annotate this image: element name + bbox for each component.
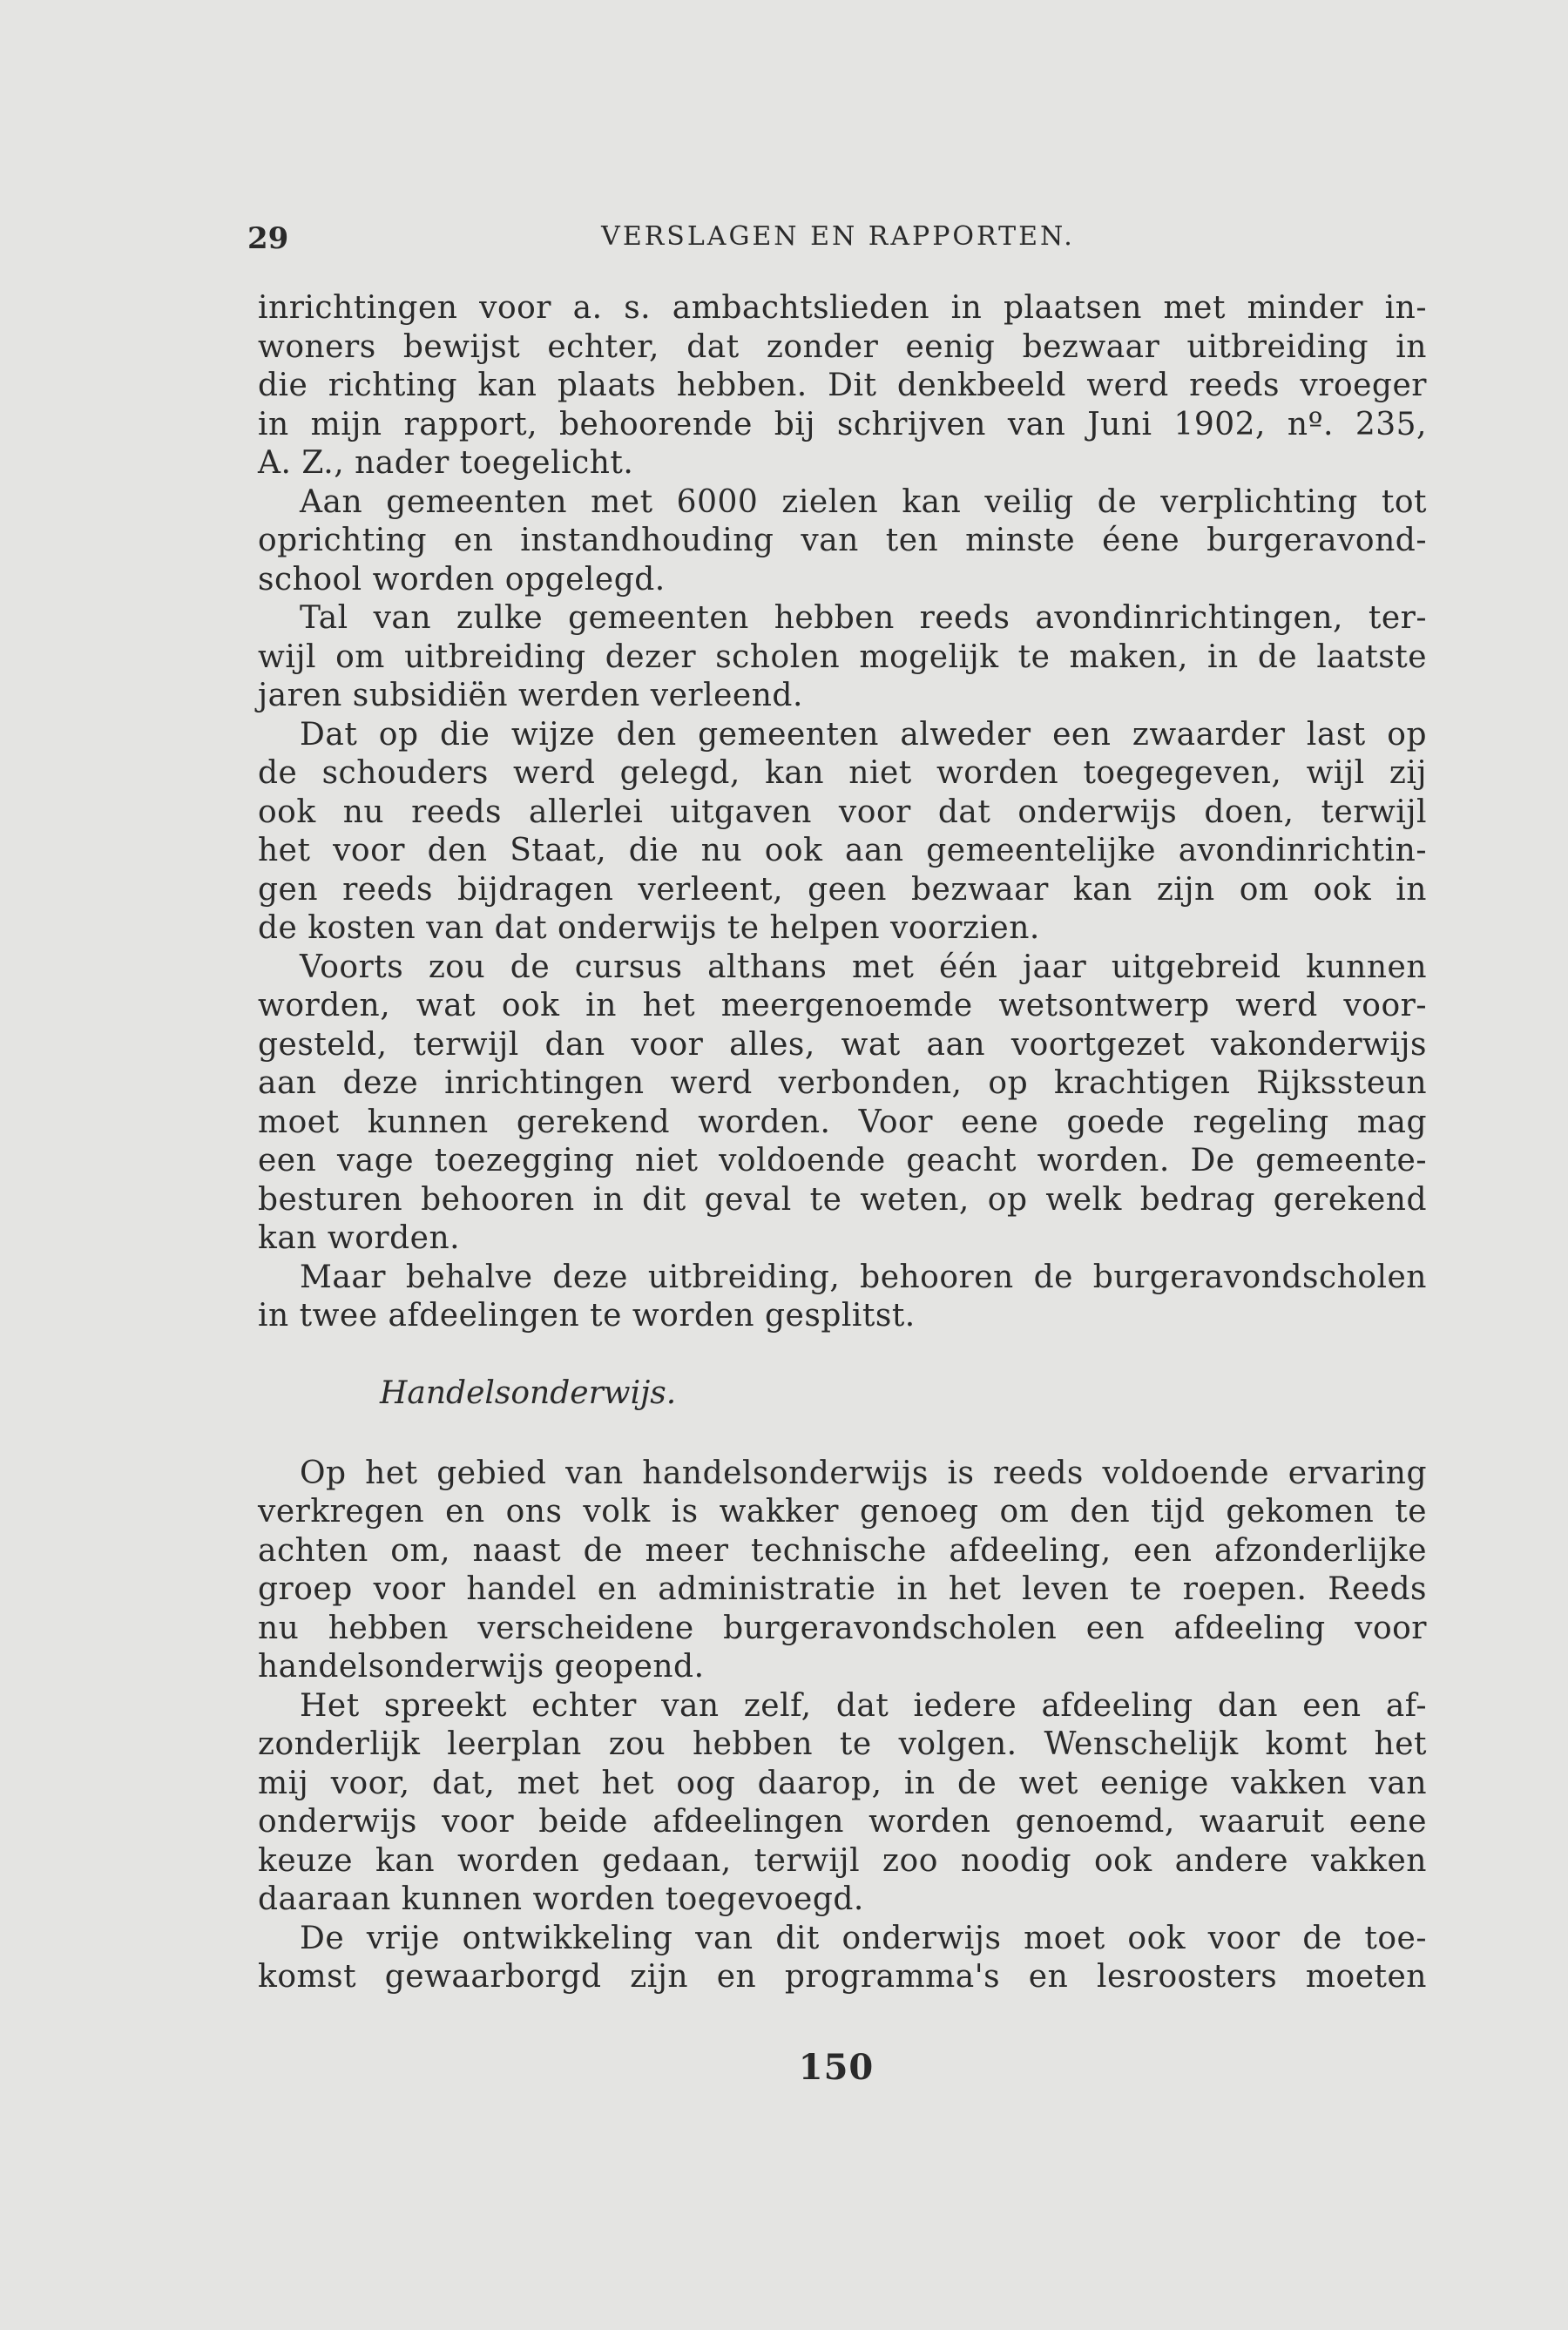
paragraph bbox=[258, 289, 1427, 483]
text-line: groep voor handel en administratie in het leven te roepen. Reeds bbox=[258, 1571, 1427, 1607]
text-line: het voor den Staat, die nu ook aan gemeentelijke avondinrichtin- bbox=[258, 833, 1427, 868]
text-line: mij voor, dat, met het oog daarop, in de wet eenige vakken van bbox=[258, 1765, 1427, 1801]
paragraphs-before-heading bbox=[258, 289, 1427, 1336]
page-header bbox=[247, 221, 1429, 265]
text-line: ook nu reeds allerlei uitgaven voor dat onderwijs doen, terwijl bbox=[258, 794, 1427, 830]
text-line: Dat op die wijze den gemeenten alweder een zwaarder last op bbox=[300, 716, 1427, 753]
text-line: jaren subsidiën werden verleend. bbox=[258, 678, 803, 713]
text-line: kan worden. bbox=[258, 1220, 461, 1256]
text-line: Het spreekt echter van zelf, dat iedere afdeeling dan een af- bbox=[300, 1687, 1427, 1724]
running-title: VERSLAGEN EN RAPPORTEN. bbox=[601, 221, 1075, 252]
paragraph bbox=[258, 1455, 1427, 1687]
text-line: wijl om uitbreiding dezer scholen mogelijk te maken, in de laatste bbox=[258, 638, 1427, 675]
folio-number: 29 bbox=[247, 221, 289, 256]
paragraph bbox=[258, 949, 1427, 1259]
text-line: die richting kan plaats hebben. Dit denkbeeld werd reeds vroeger bbox=[258, 368, 1427, 403]
paragraph bbox=[258, 599, 1427, 716]
text-line: A. Z., nader toegelicht. bbox=[258, 445, 634, 481]
text-line: inrichtingen voor a. s. ambachtslieden in plaatsen met minder in- bbox=[258, 290, 1427, 326]
text-line: Maar behalve deze uitbreiding, behooren de burgeravondscholen bbox=[300, 1259, 1427, 1295]
text-line: zonderlijk leerplan zou hebben te volgen. Wenschelijk komt het bbox=[258, 1726, 1427, 1762]
text-line: achten om, naast de meer technische afdeeling, een afzonderlijke bbox=[258, 1532, 1427, 1569]
paragraph bbox=[258, 716, 1427, 949]
text-line: woners bewijst echter, dat zonder eenig bezwaar uitbreiding in bbox=[258, 328, 1427, 365]
text-line: onderwijs voor beide afdeelingen worden genoemd, waaruit eene bbox=[258, 1804, 1427, 1840]
text-line: komst gewaarborgd zijn en programma's en lesroosters moeten bbox=[258, 1959, 1427, 1995]
paragraph bbox=[258, 1920, 1427, 1997]
text-line: Aan gemeenten met 6000 zielen kan veilig de verplichting tot bbox=[300, 483, 1427, 520]
text-line: besturen behooren in dit geval te weten, op welk bedrag gerekend bbox=[258, 1181, 1427, 1218]
text-line: gesteld, terwijl dan voor alles, wat aan voortgezet vakonderwijs bbox=[258, 1026, 1427, 1063]
text-line: daaraan kunnen worden toegevoegd. bbox=[258, 1881, 864, 1917]
paragraphs-after-heading bbox=[258, 1455, 1427, 1997]
text-line: aan deze inrichtingen werd verbonden, op krachtigen Rijkssteun bbox=[258, 1065, 1427, 1101]
text-line: moet kunnen gerekend worden. Voor eene goede regeling mag bbox=[258, 1104, 1427, 1140]
text-line: Op het gebied van handelsonderwijs is reeds voldoende ervaring bbox=[300, 1455, 1427, 1491]
section-heading: Handelsonderwijs. bbox=[380, 1374, 677, 1411]
text-line: nu hebben verscheidene burgeravondscholen een afdeeling voor bbox=[258, 1610, 1427, 1646]
text-line: Tal van zulke gemeenten hebben reeds avondinrichtingen, ter- bbox=[300, 600, 1427, 636]
text-line: in twee afdeelingen te worden gesplitst. bbox=[258, 1298, 916, 1334]
text-line: school worden opgelegd. bbox=[258, 561, 666, 598]
text-line: De vrije ontwikkeling van dit onderwijs moet ook voor de toe- bbox=[300, 1920, 1427, 1956]
text-line: verkregen en ons volk is wakker genoeg om den tijd gekomen te bbox=[258, 1494, 1427, 1530]
text-line: Voorts zou de cursus althans met één jaar uitgebreid kunnen bbox=[300, 949, 1427, 985]
paragraph bbox=[258, 483, 1427, 600]
paragraph bbox=[258, 1687, 1427, 1920]
paragraph bbox=[258, 1259, 1427, 1336]
text-line: in mijn rapport, behoorende bij schrijven van Juni 1902, nº. 235, bbox=[258, 406, 1427, 442]
text-line: keuze kan worden gedaan, terwijl zoo noodig ook andere vakken bbox=[258, 1842, 1427, 1879]
text-line: een vage toezegging niet voldoende geacht worden. De gemeente- bbox=[258, 1143, 1427, 1179]
text-line: oprichting en instandhouding van ten minste éene burgeravond- bbox=[258, 523, 1427, 558]
text-line: de kosten van dat onderwijs te helpen voorzien. bbox=[258, 910, 1040, 946]
text-line: de schouders werd gelegd, kan niet worden toegegeven, wijl zij bbox=[258, 755, 1427, 791]
page-number: 150 bbox=[798, 2047, 875, 2088]
text-line: worden, wat ook in het meergenoemde wetsontwerp werd voor- bbox=[258, 988, 1427, 1023]
text-line: gen reeds bijdragen verleent, geen bezwaar kan zijn om ook in bbox=[258, 871, 1427, 908]
body-text bbox=[258, 289, 1427, 1997]
text-line: handelsonderwijs geopend. bbox=[258, 1649, 705, 1685]
